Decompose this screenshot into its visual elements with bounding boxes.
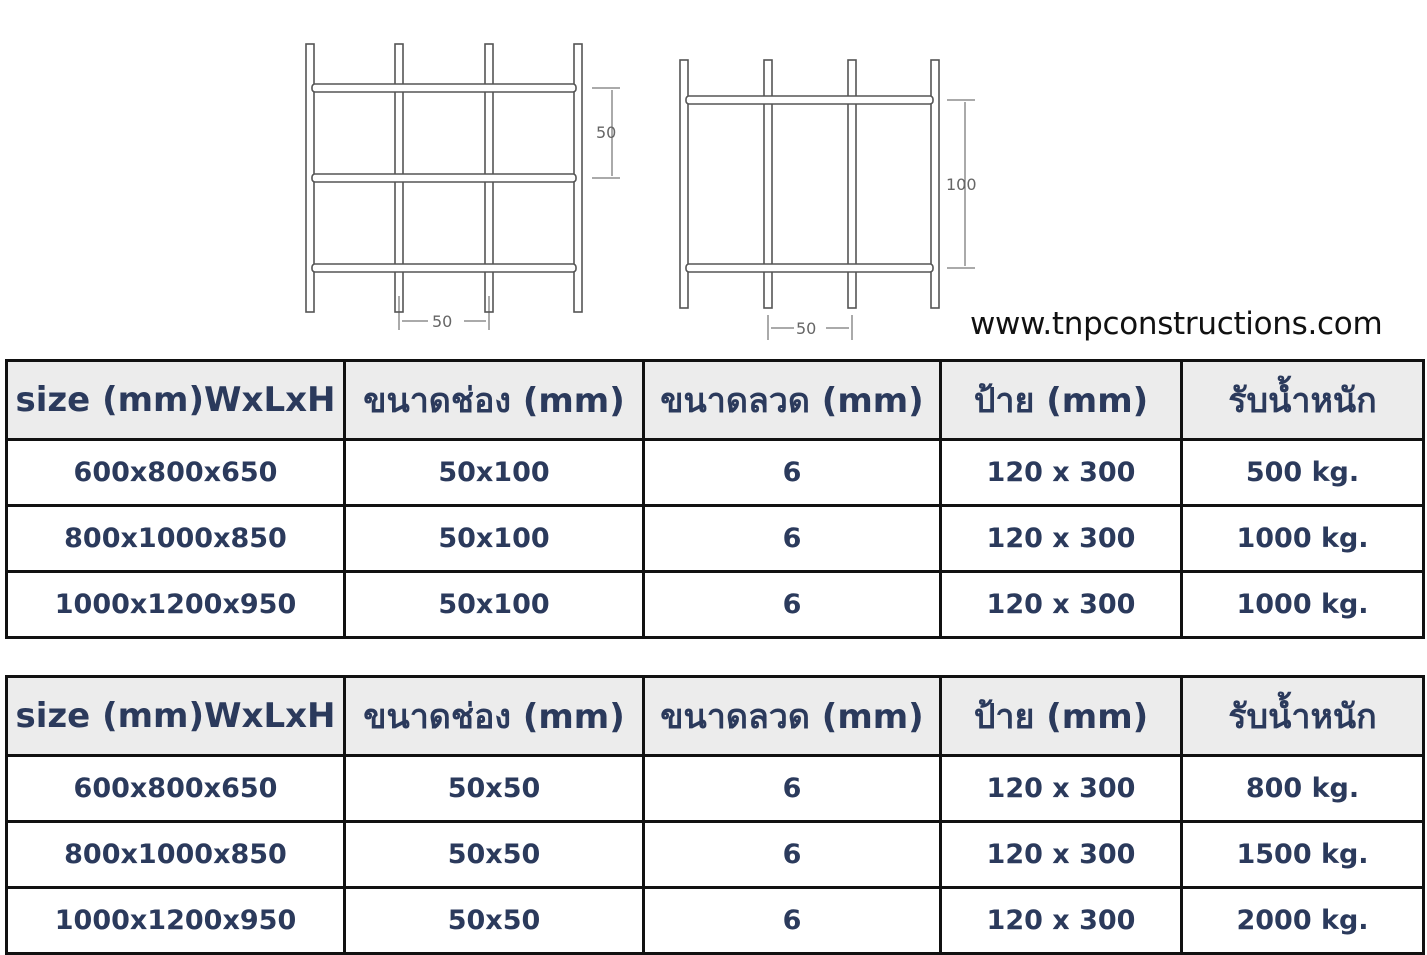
cell-load: 1000 kg. — [1182, 506, 1424, 572]
cell-size: 600x800x650 — [7, 756, 345, 822]
cell-wire: 6 — [644, 506, 941, 572]
mesh-drawings — [0, 0, 1427, 350]
cell-label: 120 x 300 — [941, 440, 1182, 506]
dim-vertical-label-right: 100 — [946, 175, 977, 194]
dim-horizontal-label-right: 50 — [796, 319, 817, 338]
table-row — [7, 822, 1424, 888]
dim-vertical-label-left: 50 — [596, 123, 617, 142]
header-opening: ขนาดช่อง (mm) — [345, 677, 644, 756]
header-opening: ขนาดช่อง (mm) — [345, 361, 644, 440]
cell-label: 120 x 300 — [941, 572, 1182, 638]
cell-wire: 6 — [644, 572, 941, 638]
table-header-row — [7, 361, 1424, 440]
cell-load: 500 kg. — [1182, 440, 1424, 506]
cell-opening: 50x100 — [345, 572, 644, 638]
cell-size: 800x1000x850 — [7, 506, 345, 572]
cell-size: 1000x1200x950 — [7, 888, 345, 954]
cell-opening: 50x50 — [345, 888, 644, 954]
cell-label: 120 x 300 — [941, 888, 1182, 954]
cell-opening: 50x100 — [345, 440, 644, 506]
mesh-drawing-50x100 — [680, 60, 975, 340]
cell-opening: 50x50 — [345, 756, 644, 822]
mesh-drawing-50x50 — [306, 44, 620, 330]
header-load: รับน้ำหนัก — [1182, 677, 1424, 756]
cell-load: 2000 kg. — [1182, 888, 1424, 954]
header-label: ป้าย (mm) — [941, 361, 1182, 440]
cell-wire: 6 — [644, 888, 941, 954]
header-size: size (mm)WxLxH — [7, 677, 345, 756]
table-row — [7, 506, 1424, 572]
cell-opening: 50x50 — [345, 822, 644, 888]
cell-size: 1000x1200x950 — [7, 572, 345, 638]
cell-label: 120 x 300 — [941, 506, 1182, 572]
table-row — [7, 572, 1424, 638]
table-row — [7, 440, 1424, 506]
spec-table-50x100 — [5, 359, 1425, 639]
spec-table-50x50 — [5, 675, 1425, 955]
cell-label: 120 x 300 — [941, 756, 1182, 822]
dim-horizontal-label-left: 50 — [432, 312, 453, 331]
cell-load: 800 kg. — [1182, 756, 1424, 822]
header-load: รับน้ำหนัก — [1182, 361, 1424, 440]
header-wire: ขนาดลวด (mm) — [644, 361, 941, 440]
cell-load: 1500 kg. — [1182, 822, 1424, 888]
cell-opening: 50x100 — [345, 506, 644, 572]
cell-size: 600x800x650 — [7, 440, 345, 506]
cell-size: 800x1000x850 — [7, 822, 345, 888]
cell-wire: 6 — [644, 440, 941, 506]
table-row — [7, 756, 1424, 822]
cell-wire: 6 — [644, 756, 941, 822]
header-size: size (mm)WxLxH — [7, 361, 345, 440]
table-header-row — [7, 677, 1424, 756]
header-label: ป้าย (mm) — [941, 677, 1182, 756]
cell-wire: 6 — [644, 822, 941, 888]
website-url: www.tnpconstructions.com — [970, 306, 1383, 342]
cell-label: 120 x 300 — [941, 822, 1182, 888]
cell-load: 1000 kg. — [1182, 572, 1424, 638]
table-row — [7, 888, 1424, 954]
header-wire: ขนาดลวด (mm) — [644, 677, 941, 756]
